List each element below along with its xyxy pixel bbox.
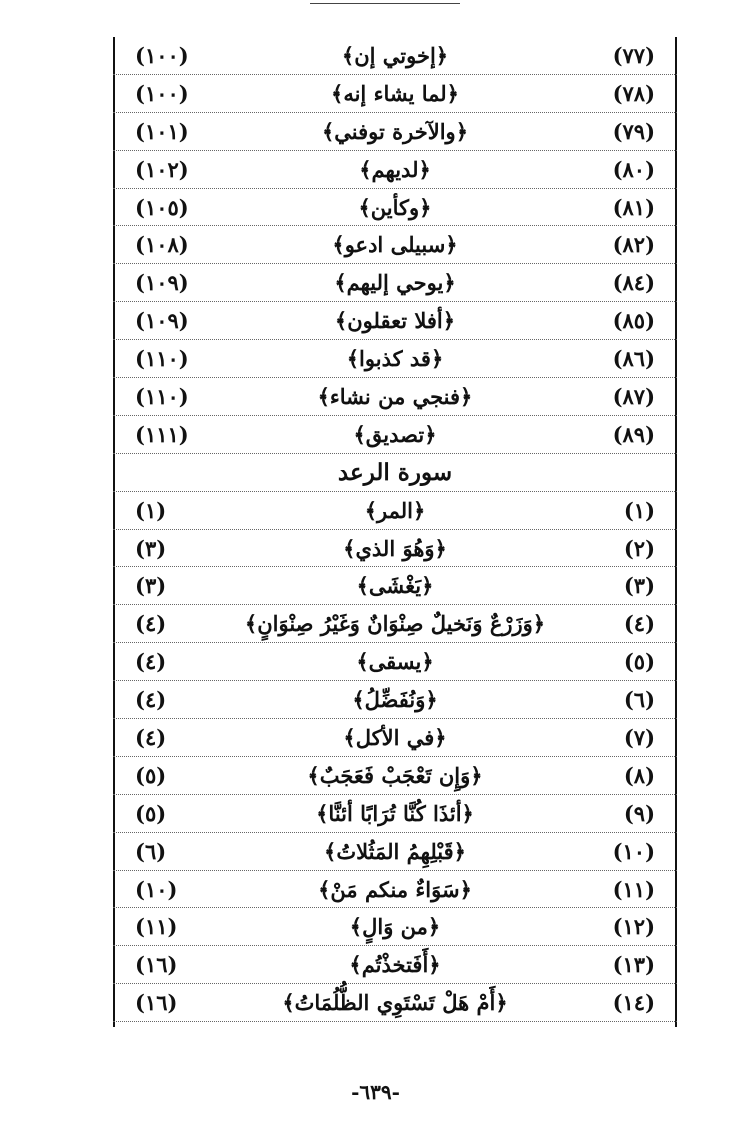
table-row [113,757,677,795]
table-row [113,378,677,416]
table-row [113,492,677,530]
verse-phrase: ﴿من وَالٍ﴾ [349,914,441,940]
verse-phrase: ﴿فنجي من نشاء﴾ [317,383,473,409]
page-reference: (٤) [135,649,167,675]
page-reference: (١٠٩) [135,270,189,296]
verse-number: (٨٢) [612,232,655,258]
verse-phrase: ﴿قَبْلِهِمُ المَثُلاتُ﴾ [324,838,466,864]
table-row [113,643,677,681]
verse-number: (١) [623,497,655,523]
verse-phrase: ﴿وَزَرْعٌ وَنَخيلٌ صِنْوَانٌ وَغَيْرُ صِنْوَانٍ﴾ [244,611,546,637]
table-row [113,151,677,189]
verse-number: (٥) [623,649,655,675]
page-reference: (١١١) [135,421,189,447]
verse-phrase: ﴿في الأكل﴾ [343,724,447,750]
verse-phrase: ﴿لديهم﴾ [359,156,431,182]
page-reference: (٤) [135,611,167,637]
verse-number: (٤) [623,611,655,637]
verse-number: (١١) [612,876,655,902]
verse-phrase: ﴿والآخرة توفني﴾ [321,118,468,144]
table-row [113,833,677,871]
verse-phrase: ﴿المر﴾ [364,497,426,523]
page-reference: (١٠٨) [135,232,189,258]
verse-phrase: ﴿يَغْشَى﴾ [356,573,434,599]
table-row [113,908,677,946]
verse-number: (٢) [623,535,655,561]
verse-phrase: ﴿لما يشاء إنه﴾ [331,80,459,106]
surah-heading [113,454,677,492]
page-reference: (١١) [135,914,178,940]
page-reference: (١٠٥) [135,194,189,220]
table-row [113,416,677,454]
verse-phrase: ﴿سَوَاءٌ منكم مَنْ﴾ [318,876,472,902]
verse-number: (٨١) [612,194,655,220]
verse-phrase: ﴿تصديق﴾ [353,421,437,447]
verse-number: (٧٧) [612,42,655,68]
table-row [113,795,677,833]
table-row [113,264,677,302]
page-reference: (١١٠) [135,383,189,409]
page-reference: (١٦) [135,952,178,978]
page-reference: (١٠٠) [135,42,189,68]
verse-number: (٧) [623,724,655,750]
verse-number: (٨) [623,762,655,788]
table-row [113,871,677,909]
verse-number: (٨٦) [612,346,655,372]
verse-phrase: ﴿سبيلى ادعو﴾ [332,232,458,258]
page-reference: (٥) [135,800,167,826]
verse-number: (٧٨) [612,80,655,106]
verse-phrase: ﴿قد كذبوا﴾ [346,346,444,372]
verse-phrase: ﴿أئذَا كُنَّا تُرَابًا أئنَّا﴾ [316,800,474,826]
page-reference: (٥) [135,762,167,788]
page-reference: (١١٠) [135,346,189,372]
table-row [113,113,677,151]
page-reference: (١) [135,497,167,523]
verse-phrase: ﴿يوحي إليهم﴾ [334,270,456,296]
verse-number: (٩) [623,800,655,826]
verse-number: (١٤) [612,990,655,1016]
verse-phrase: ﴿وَإِن تَعْجَبْ فَعَجَبٌ﴾ [307,762,483,788]
verse-phrase: ﴿وَهُوَ الذي﴾ [343,535,447,561]
table-row [113,681,677,719]
top-rule [310,3,460,4]
verse-number: (٨٤) [612,270,655,296]
verse-phrase: ﴿أفلا تعقلون﴾ [334,308,456,334]
verse-number: (٦) [623,687,655,713]
table-row [113,719,677,757]
verse-number: (٣) [623,573,655,599]
page-number: -٦٣٩- [351,1080,400,1104]
verse-phrase: ﴿يسقى﴾ [356,649,434,675]
verse-number: (٨٥) [612,308,655,334]
verse-number: (٨٧) [612,383,655,409]
verse-number: (٨٩) [612,421,655,447]
table-row [113,530,677,568]
surah-title: سورة الرعد [337,458,453,486]
verse-number: (٧٩) [612,118,655,144]
page-reference: (٣) [135,573,167,599]
index-table [113,37,677,1022]
page-reference: (٣) [135,535,167,561]
page-reference: (١٠١) [135,118,189,144]
table-row [113,984,677,1022]
verse-phrase: ﴿أَمْ هَلْ تَسْتَوِي الظُّلُمَاتُ﴾ [282,990,508,1016]
page-reference: (٤) [135,724,167,750]
table-row [113,605,677,643]
page-reference: (١٠٢) [135,156,189,182]
page-reference: (١٠) [135,876,178,902]
table-row [113,946,677,984]
table-row [113,75,677,113]
page-reference: (٦) [135,838,167,864]
page-reference: (١٦) [135,990,178,1016]
verse-number: (١٠) [612,838,655,864]
verse-number: (٨٠) [612,156,655,182]
page-reference: (١٠٠) [135,80,189,106]
page-reference: (٤) [135,687,167,713]
table-row [113,340,677,378]
verse-number: (١٣) [612,952,655,978]
table-row [113,37,677,75]
table-row [113,189,677,227]
verse-phrase: ﴿وَنُفَضِّلُ﴾ [352,687,438,713]
verse-phrase: ﴿أَفَتخذْتُم﴾ [349,952,441,978]
verse-phrase: ﴿وكأين﴾ [358,194,432,220]
page-reference: (١٠٩) [135,308,189,334]
verse-phrase: ﴿إخوتي إن﴾ [341,42,449,68]
table-row [113,302,677,340]
verse-number: (١٢) [612,914,655,940]
table-row [113,226,677,264]
table-row [113,567,677,605]
